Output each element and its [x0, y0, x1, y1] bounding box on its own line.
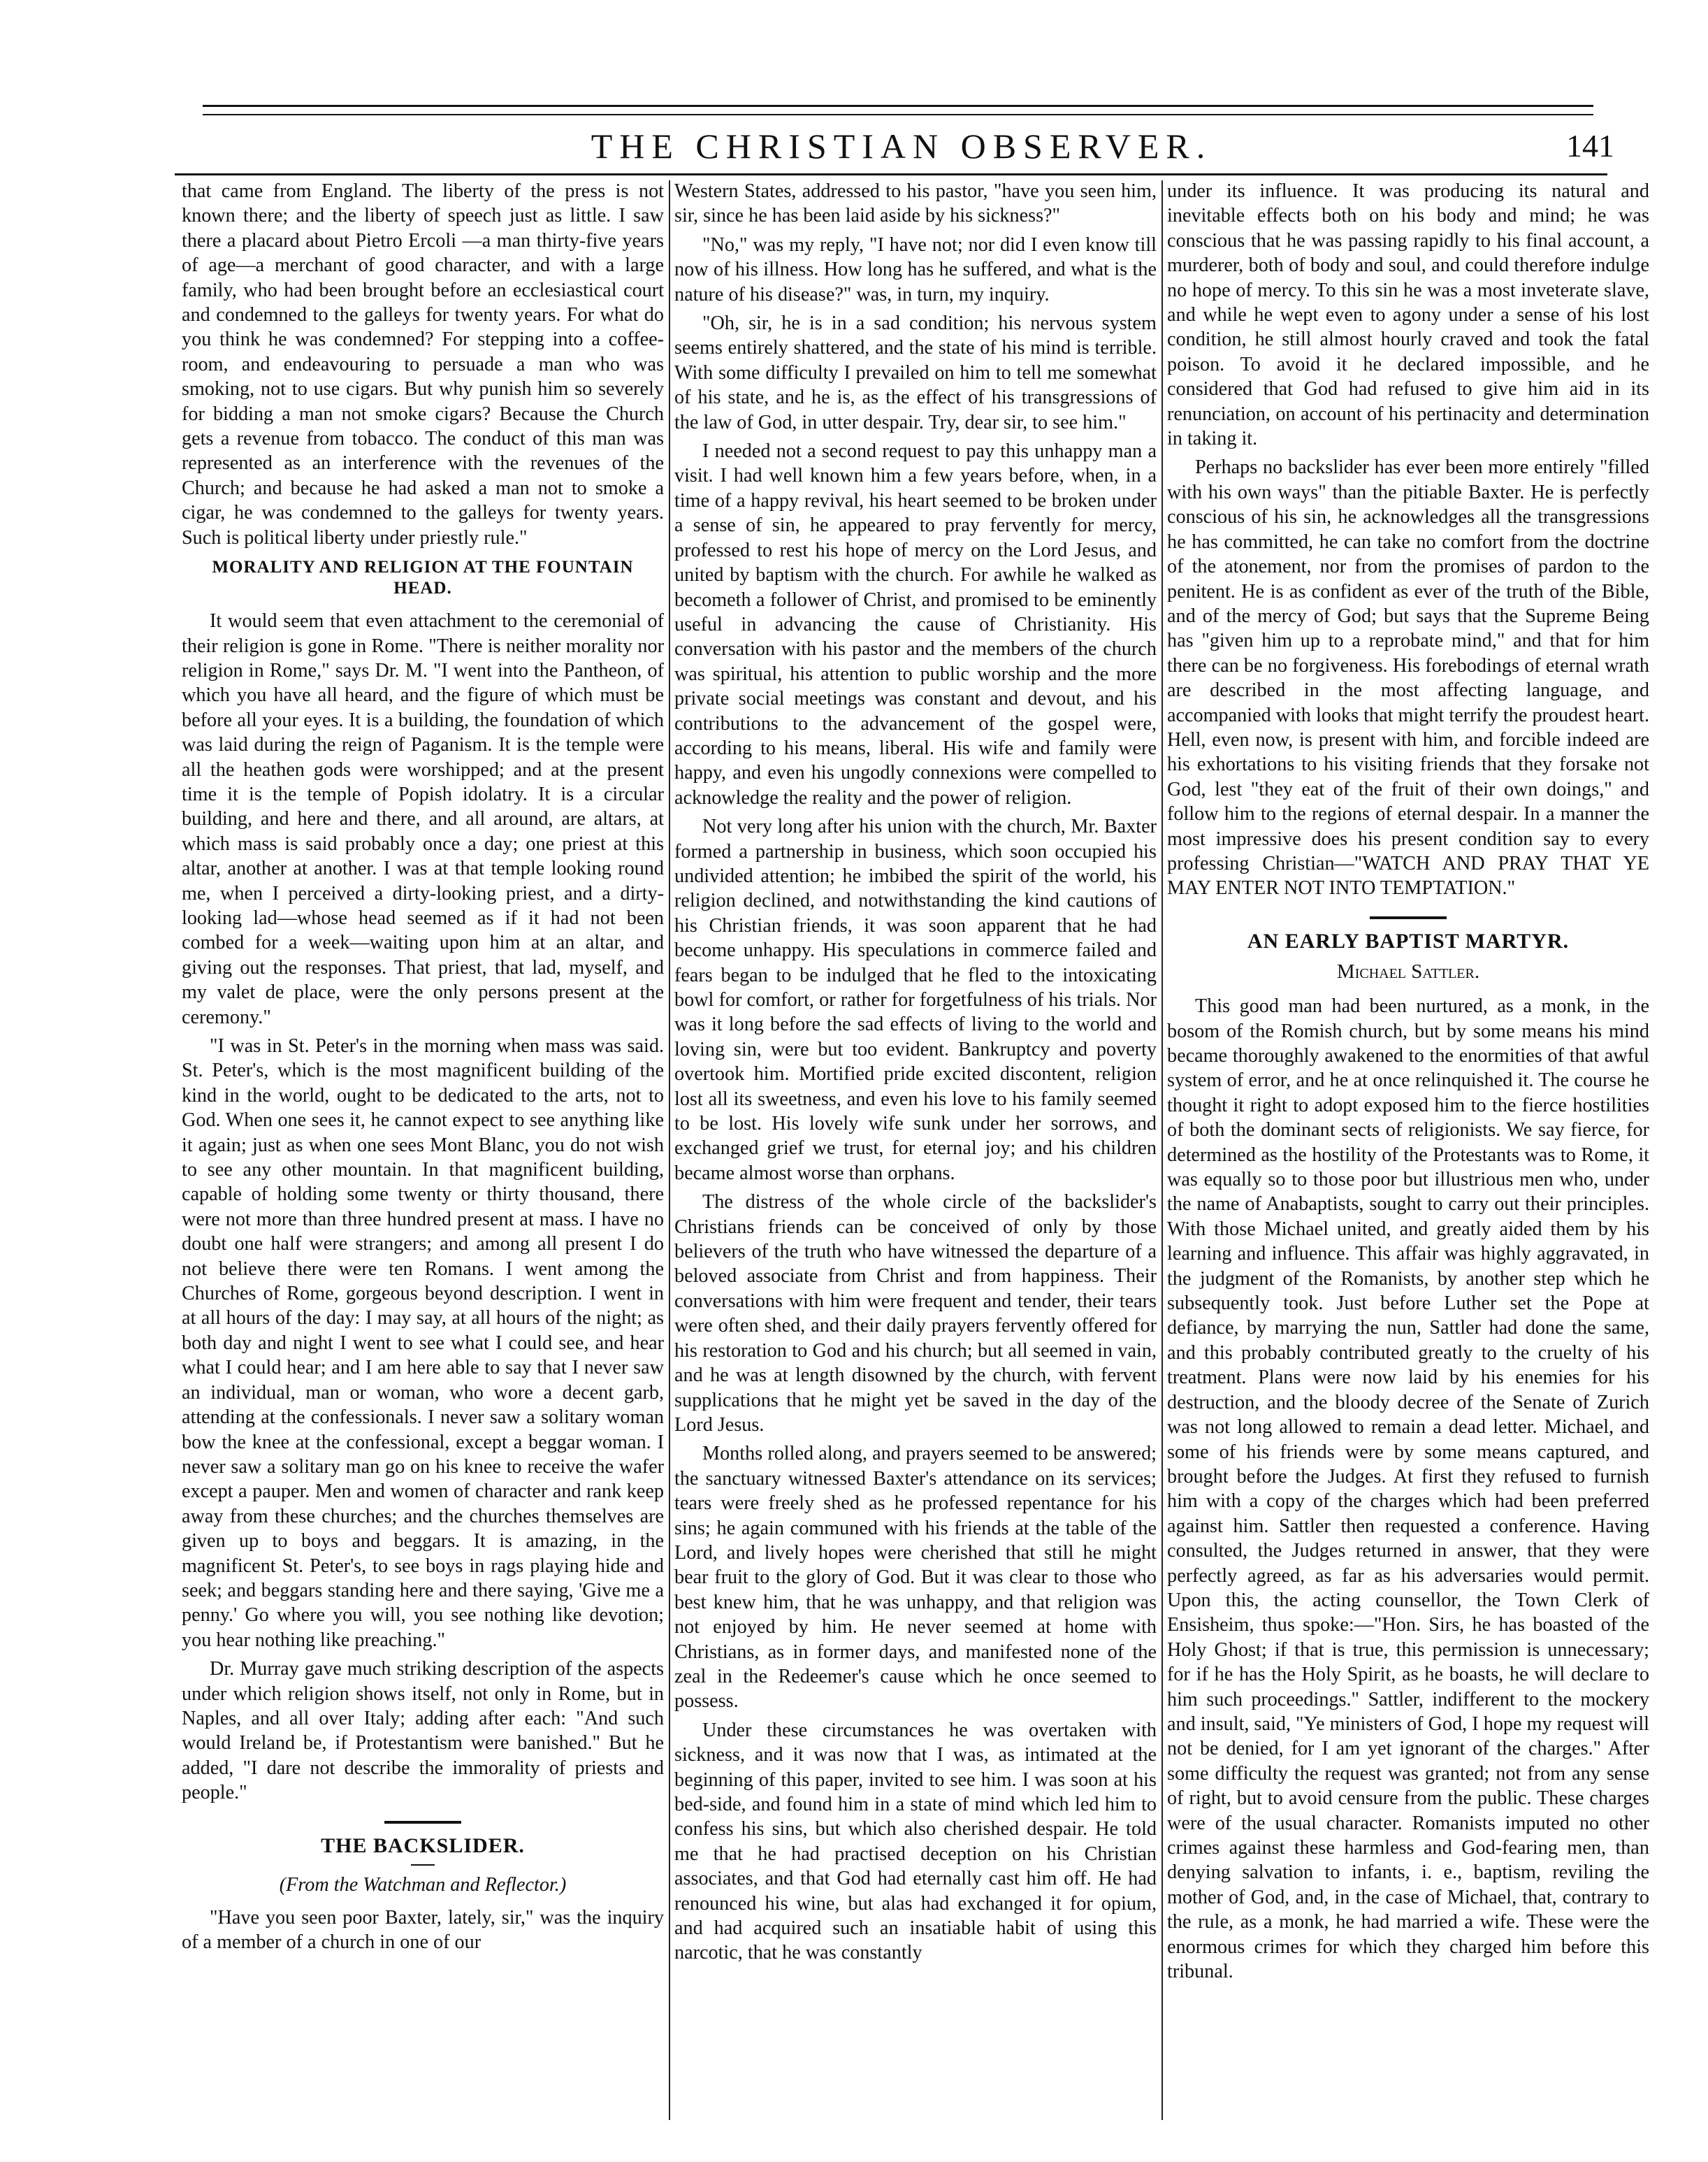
- section-heading: MORALITY AND RELIGION AT THE FOUNTAIN HEAD.: [212, 558, 634, 598]
- article-paragraph: This good man had been nurtured, as a monk, in the bosom of the Romish church, but by some means his mind became thoroughly awakened to the enormities of that awful system of error, and he at once relinquished it. The course he thought it right to adopt exposed him to the fierce hostilities of both the dominant sects of religionists. We say fierce, for determined as the hostility of the Protestants was to Rome, it was equally so to those poor but illustrious men who, under the name of Anabaptists, sought to carry out their principles. With those Michael united, and greatly aided them by his learning and influence. This affair was highly aggravated, in the judgment of the Romanists, by another step which he subsequently took. Just before Luther set the Pope at defiance, by marrying the nun, Sattler had done the same, and this probably contributed greatly to the cruelty of his treatment. Plans were now laid by his enemies for his destruction, and the bloody decree of the Senate of Zurich was not long allowed to remain a dead letter. Michael, and some of his friends were by some means captured, and brought before the Judges. At first they refused to furnish him with a copy of the charges which had been preferred against him. Sattler then requested a conference. Having consulted, the Judges returned in answer, that they were perfectly agreed, as far as his adversaries would permit. Upon this, the acting counsellor, the Town Clerk of Ensisheim, thus spoke:—"Hon. Sirs, he has boasted of the Holy Ghost; if that is true, this permission is unnecessary; for if he has the Holy Spirit, as he boasts, he will declare to him such proceedings." Sattler, indifferent to the mockery and insult, said, "Ye ministers of God, I hope my request will not be denied, for I am yet ignorant of the charges." After some difficulty the request was granted; not from any sense of right, but to avoid censure from the public. These charges were of the usual character. Romanists imputed no other crimes against these harmless and God-fearing men, than denying salvation to infants, i. e., baptism, reviling the mother of God, and, in the case of Michael, that, contrary to the rule, as a monk, he had married a wife. These were the enormous crimes for which they charged him before this tribunal.: [1167, 995, 1649, 1983]
- title-dash: [411, 1864, 435, 1866]
- top-rule: [203, 105, 1593, 107]
- section-separator: [384, 1821, 461, 1824]
- source-note: (From the Watchman and Reflector.): [279, 1873, 567, 1896]
- article-title: AN EARLY BAPTIST MARTYR.: [1247, 929, 1570, 953]
- article-paragraph: that came from England. The liberty of the press is not known there; and the liberty of speech just as little. I saw there a placard about Pietro Ercoli —a man thirty-five years of age—a merchant of good character, and with a large family, who had been brought before an ecclesiastical court and condemned to the galleys for twenty years. For what do you think he was condemned? For stepping into a coffee-room, and endeavouring to persuade a man who was smoking, not to use cigars. But why punish him so severely for bidding a man not smoke cigars? Because the Church gets a revenue from tobacco. The conduct of this man was represented as an interference with the revenues of the Church; and because he had asked a man not to smoke a cigar, he was condemned to the galleys for twenty years. Such is political liberty under priestly rule.": [182, 180, 664, 549]
- section-separator: [1370, 916, 1447, 919]
- article-paragraph: "I was in St. Peter's in the morning when mass was said. St. Peter's, which is the most magnificent building of the kind in the world, ought to be dedicated to the arts, not to God. When one sees it, he cannot expect to see anything like it again; just as when one sees Mont Blanc, you do not wish to see any other mountain. In that magnificent building, capable of holding some twenty or thirty thousand, there were not more than three hundred present at mass. I have no doubt one half were strangers; and among all present I do not believe there were ten Romans. I went among the Churches of Rome, gorgeous beyond description. I went in at all hours of the day: I may say, at all hours of the night; as both day and night I went to see what I could see, and hear what I could hear; and I am here able to say that I never saw an individual, man or woman, who wore a decent garb, attending at the confessionals. I never saw a solitary woman bow the knee at the confessional, except a beggar woman. I never saw a solitary man go on his knee to receive the wafer except a pauper. Men and women of character and rank keep away from these churches; and the churches themselves are given up to boys and beggars. It is amazing, in the magnificent St. Peter's, to see boys in rags playing hide and seek; and beggars standing here and there saying, 'Give me a penny.' Go where you will, you see nothing like devotion; you hear nothing like preaching.": [182, 1035, 664, 1651]
- article-paragraph: Dr. Murray gave much striking description of the aspects under which religion shows itself, not only in Rome, but in Naples, and all over Italy; adding after each: "And such would Ireland be, if Protestantism were banished." But he added, "I dare not describe the immorality of priests and people.": [182, 1658, 664, 1804]
- article-paragraph: Not very long after his union with the church, Mr. Baxter formed a partnership in business, which soon occupied his undivided attention; he imbibed the spirit of the world, his religion declined, and notwithstanding the kind cautions of his Christian friends, it was soon apparent that he had become unhappy. His speculations in commerce failed and fears began to be indulged that he fled to the intoxicating bowl for comfort, or rather for forgetfulness of his trials. Nor was it long before the sad effects of living to the world and loving sin, were but too evident. Bankruptcy and poverty overtook him. Mortified pride excited discontent, religion lost all its sweetness, and even his love to his family seemed to be lost. His lovely wife sunk under her sorrows, and exchanged grief we trust, for eternal joy; and his children became almost worse than orphans.: [674, 816, 1157, 1184]
- article-paragraph: It would seem that even attachment to the ceremonial of their religion is gone in Rome. "There is neither morality nor religion in Rome," says Dr. M. "I went into the Pantheon, of which you have all heard, and the figure of which must be before all your eyes. It is a building, the foundation of which was laid during the reign of Paganism. It is the temple were all the heathen gods were worshipped; and at the present time it is the temple of Popish idolatry. It is a circular building, and here and there, and all around, are altars, at which mass is said probably once a day; one priest at this altar, another at another. I was at that temple looking round me, when I perceived a dirty-looking priest, and a dirty-looking lad—whose head seemed as if it had not been combed for a week—waiting upon him at an altar, and giving out the responses. That priest, that lad, myself, and my valet de place, were the only persons present at the ceremony.": [182, 610, 664, 1028]
- byline: Michael Sattler.: [1336, 960, 1480, 983]
- header-rule: [175, 173, 1607, 175]
- article-paragraph: under its influence. It was producing its natural and inevitable effects both on his body and mind; he was conscious that he was passing rapidly to his final account, a murderer, both of body and soul, and could therefore indulge no hope of mercy. To this sin he was a most inveterate slave, and while he wept even to agony under a sense of his lost condition, he still almost hourly craved and took the fatal poison. To avoid it he declared impossible, and he considered that God had refused to give him aid in its renunciation, on account of his pertinacity and determination in taking it.: [1167, 180, 1649, 450]
- publication-title: THE CHRISTIAN OBSERVER.: [591, 127, 1213, 166]
- column-3: [1167, 179, 1649, 2148]
- article-paragraph: "Have you seen poor Baxter, lately, sir," was the inquiry of a member of a church in one of our: [182, 1907, 664, 1954]
- article-title: THE BACKSLIDER.: [321, 1833, 525, 1857]
- article-paragraph: "No," was my reply, "I have not; nor did I even know till now of his illness. How long has he suffered, and what is the nature of his disease?" was, in turn, my inquiry.: [674, 233, 1157, 305]
- column-1: [182, 179, 664, 2148]
- page-number: 141: [1566, 128, 1614, 164]
- column-divider: [1161, 180, 1163, 2120]
- running-head: [189, 123, 1614, 172]
- article-paragraph: I needed not a second request to pay this unhappy man a visit. I had well known him a few years before, when, in a time of a happy revival, his heart seemed to be broken under a sense of sin, he appeared to pray fervently for mercy, professed to rest his hope of mercy on the Lord Jesus, and united by baptism with the church. For awhile he walked as becometh a follower of Christ, and promised to be eminently useful in advancing the cause of Christianity. His conversation with his pastor and the members of the church was spiritual, his attention to public worship and the more private social meetings was constant and devout, and his contributions to the advancement of the gospel were, according to his means, liberal. His wife and family were happy, and even his ungodly connexions were compelled to acknowledge the reality and the power of religion.: [674, 440, 1157, 809]
- article-paragraph: Western States, addressed to his pastor, "have you seen him, sir, since he has been laid aside by his sickness?": [674, 180, 1157, 227]
- top-rule-thin: [203, 114, 1593, 115]
- article-paragraph: "Oh, sir, he is in a sad condition; his nervous system seems entirely shattered, and the state of his mind is terrible. With some difficulty I prevailed on him to tell me somewhat of his state, and he is, as the effect of his transgressions of the law of God, in utter despair. Try, dear sir, to see him.": [674, 312, 1157, 433]
- article-paragraph: Under these circumstances he was overtaken with sickness, and it was now that I was, as intimated at the beginning of this paper, invited to see him. I was soon at his bed-side, and found him in a state of mind which led him to confess his sins, but which also cherished despair. He told me that he had practised deception on his Christian associates, and that God had eternally cast him off. He had renounced his wine, but alas had exchanged it for opium, and had acquired such an insatiable habit of using this narcotic, that he was constantly: [674, 1719, 1157, 1964]
- article-paragraph: Months rolled along, and prayers seemed to be answered; the sanctuary witnessed Baxter's attendance on its services; tears were freely shed as he professed repentance for his sins; he again communed with his friends at the table of the Lord, and lively hopes were cherished that still he might bear fruit to the glory of God. But it was clear to those who best knew him, that he was unhappy, and that religion was not enjoyed by him. He never seemed at home with Christians, as in former days, and manifested none of the zeal in the Redeemer's cause which he once seemed to possess.: [674, 1443, 1157, 1713]
- column-2: [674, 179, 1157, 2148]
- article-paragraph: The distress of the whole circle of the backslider's Christians friends can be conceived of only by those believers of the truth who have witnessed the departure of a beloved associate from Christ and from happiness. Their conversations with him were frequent and tender, their tears were often shed, and their daily prayers fervently offered for his restoration to God and his church; but all seemed in vain, and he was at length disowned by the church, with fervent supplications that he might yet be saved in the day of the Lord Jesus.: [674, 1191, 1157, 1436]
- column-divider: [669, 180, 670, 2120]
- article-paragraph: Perhaps no backslider has ever been more entirely "filled with his own ways" than the pitiable Baxter. He is perfectly conscious of his sin, he acknowledges all the transgressions he has committed, he can take no comfort from the doctrine of the atonement, nor from the promises of pardon to the penitent. He is as confident as ever of the truth of the Bible, and of the mercy of God; but says that the Supreme Being has "given him up to a reprobate mind," and that for him there can be no forgiveness. His forebodings of eternal wrath are described in the most affecting language, and accompanied with looks that might terrify the proudest heart. Hell, even now, is present with him, and forcible indeed are his exhortations to his visiting friends that they forsake not God, lest "they eat of the fruit of their own doings," and follow him to the regions of eternal despair. In a manner the most impressive does his present condition say to every professing Christian—"WATCH AND PRAY THAT YE MAY ENTER NOT INTO TEMPTATION.": [1167, 456, 1649, 900]
